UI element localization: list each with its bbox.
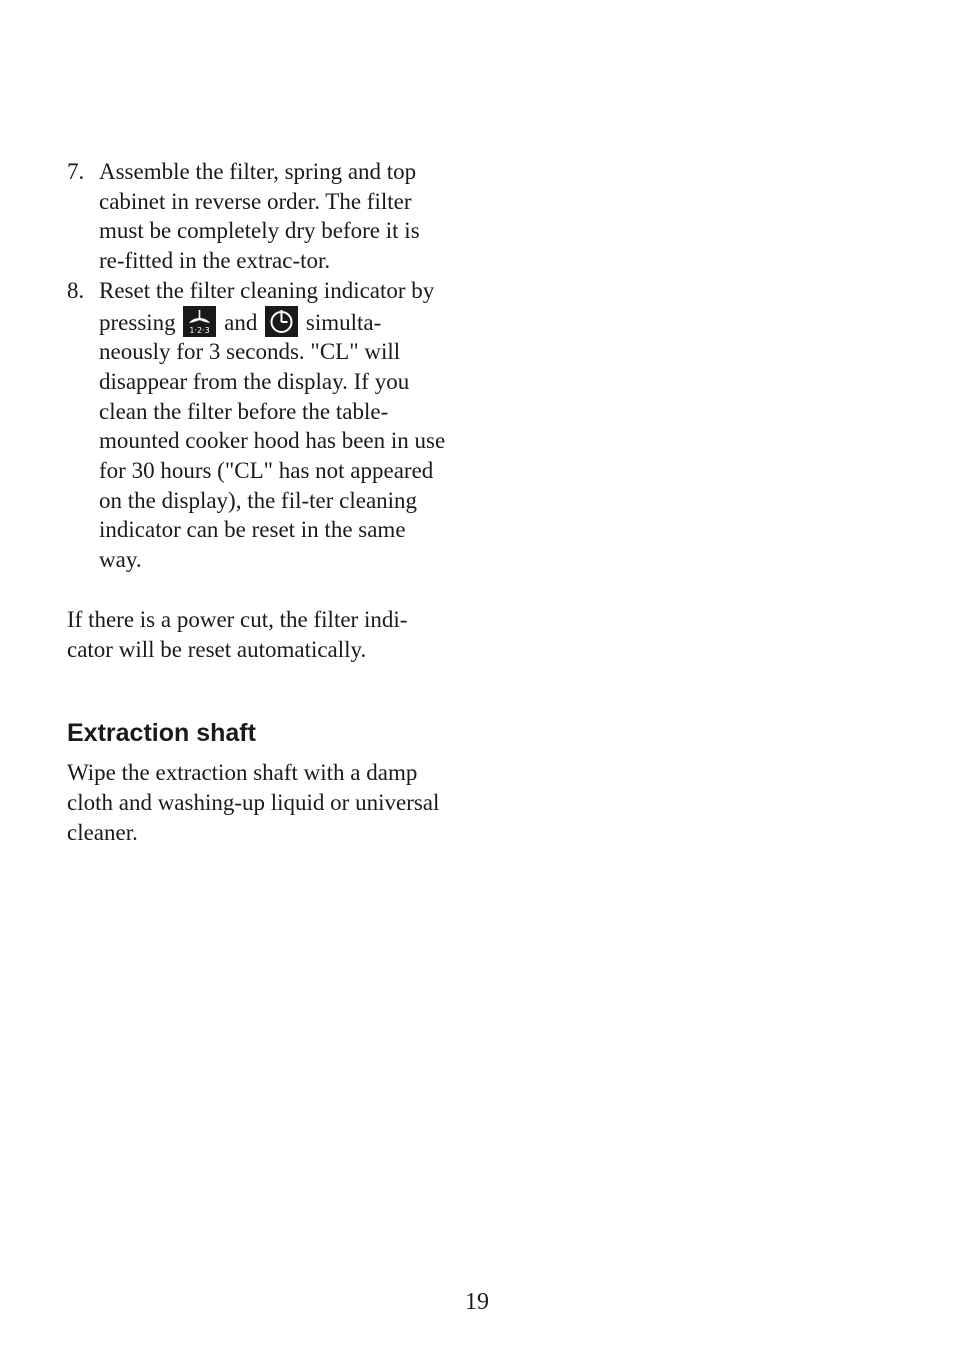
fan-speed-icon-label: 1·2·3 bbox=[189, 325, 211, 335]
step-text: Assemble the filter, spring and top cabinet in reverse order. The filter must be completely dry before it is re-fitted in the extrac-tor. bbox=[99, 159, 420, 274]
power-cut-note: If there is a power cut, the filter indi-cator will be reset automatically. bbox=[67, 606, 408, 662]
step-text-mid: and bbox=[224, 309, 258, 335]
step-8 bbox=[67, 276, 447, 575]
step-text bbox=[99, 276, 447, 575]
instruction-steps bbox=[67, 157, 447, 575]
section-text: Wipe the extraction shaft with a damp cloth and washing-up liquid or universal cleaner. bbox=[67, 760, 440, 845]
step-text-after: simulta-neously for 3 seconds. "CL" will disappear from the display. If you clean the filter before the table-mounted cooker hood has been in use for 30 hours ("CL" has not appeared on the display), the fil-ter cleaning indicator can be reset in the same way. bbox=[99, 309, 446, 573]
timer-icon bbox=[265, 306, 298, 337]
page-number: 19 bbox=[465, 1289, 489, 1315]
fan-speed-icon bbox=[183, 306, 216, 337]
section-heading: Extraction shaft bbox=[67, 719, 256, 748]
step-text-before: Reset the filter cleaning indicator by pressing bbox=[99, 277, 435, 335]
step-number: 8. bbox=[67, 277, 85, 303]
step-number: 7. bbox=[67, 159, 85, 184]
step-7 bbox=[67, 157, 447, 276]
main-column bbox=[67, 157, 447, 847]
